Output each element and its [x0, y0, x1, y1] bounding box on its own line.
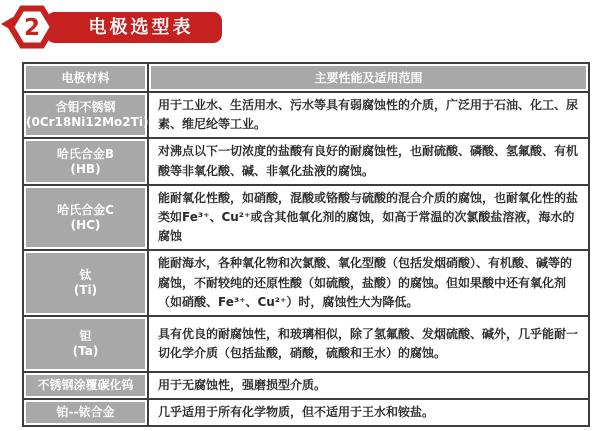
- page-title: 电极选型表: [88, 16, 194, 38]
- table-row: [23, 138, 589, 184]
- material-code: (HC): [70, 217, 101, 232]
- table-row: [23, 92, 589, 138]
- material-name: 钽: [79, 328, 92, 343]
- material-name: 含钼不锈钢: [55, 100, 116, 115]
- material-code: (Ta): [72, 343, 99, 358]
- material-cell: [23, 316, 148, 372]
- electrode-selection-table: [22, 62, 590, 427]
- material-cell: [23, 185, 148, 251]
- page-header: [0, 0, 600, 58]
- material-cell: [23, 250, 148, 316]
- title-ribbon: [46, 12, 222, 43]
- material-name: 铂--铱合金: [56, 405, 115, 420]
- performance-cell: 对沸点以下一切浓度的盐酸有良好的耐腐蚀性，也耐硫酸、磷酸、氢氟酸、有机酸等非氧化酸、碱、非氧化盐液的腐蚀。: [148, 138, 589, 184]
- section-number: 2: [23, 15, 40, 41]
- material-name: 钛: [79, 268, 92, 283]
- material-cell: [23, 372, 148, 399]
- material-name: 不锈钢涂覆碳化钨: [37, 377, 134, 392]
- material-code: (Ti): [73, 283, 98, 298]
- performance-cell: 具有优良的耐腐蚀性，和玻璃相似，除了氢氟酸、发烟硫酸、碱外，几乎能耐一切化学介质（包括盐酸，硝酸，硫酸和王水）的腐蚀。: [148, 316, 589, 372]
- material-name: 哈氏合金C: [57, 202, 114, 217]
- table-row: [23, 399, 589, 426]
- table-row: [23, 250, 589, 316]
- performance-cell: 几乎适用于所有化学物质，但不适用于王水和铵盐。: [148, 399, 589, 426]
- column-header-material: 电极材料: [23, 63, 148, 92]
- material-code: (0Cr18Ni12Mo2Ti): [26, 115, 149, 130]
- material-code: (HB): [70, 161, 101, 176]
- material-name: 哈氏合金B: [56, 146, 115, 161]
- material-cell: [23, 138, 148, 184]
- table-row: [23, 185, 589, 251]
- material-cell: [23, 92, 148, 138]
- table-row: [23, 316, 589, 372]
- column-header-performance: 主要性能及适用范围: [148, 63, 589, 92]
- table-header-row: [23, 63, 589, 92]
- performance-cell: 能耐氧化性酸，如硝酸，混酸或铬酸与硫酸的混合介质的腐蚀，也耐氧化性的盐类如Fe³⁺、Cu²⁺或含其他氧化剂的腐蚀，如高于常温的次氯酸盐溶液，海水的腐蚀: [148, 185, 589, 251]
- performance-cell: 用于无腐蚀性，强磨损型介质。: [148, 372, 589, 399]
- section-number-badge: [8, 4, 56, 50]
- table-row: [23, 372, 589, 399]
- performance-cell: 用于工业水、生活用水、污水等具有弱腐蚀性的介质，广泛用于石油、化工、尿素、维尼纶等工业。: [148, 92, 589, 138]
- performance-cell: 能耐海水，各种氧化物和次氯酸、氧化型酸（包括发烟硝酸）、有机酸、碱等的腐蚀，不耐较纯的还原性酸（如硫酸，盐酸）的腐蚀。但如果酸中还有氧化剂（如硝酸、Fe³⁺、Cu²⁺）时，腐蚀性大为降低。: [148, 250, 589, 316]
- material-cell: [23, 399, 148, 426]
